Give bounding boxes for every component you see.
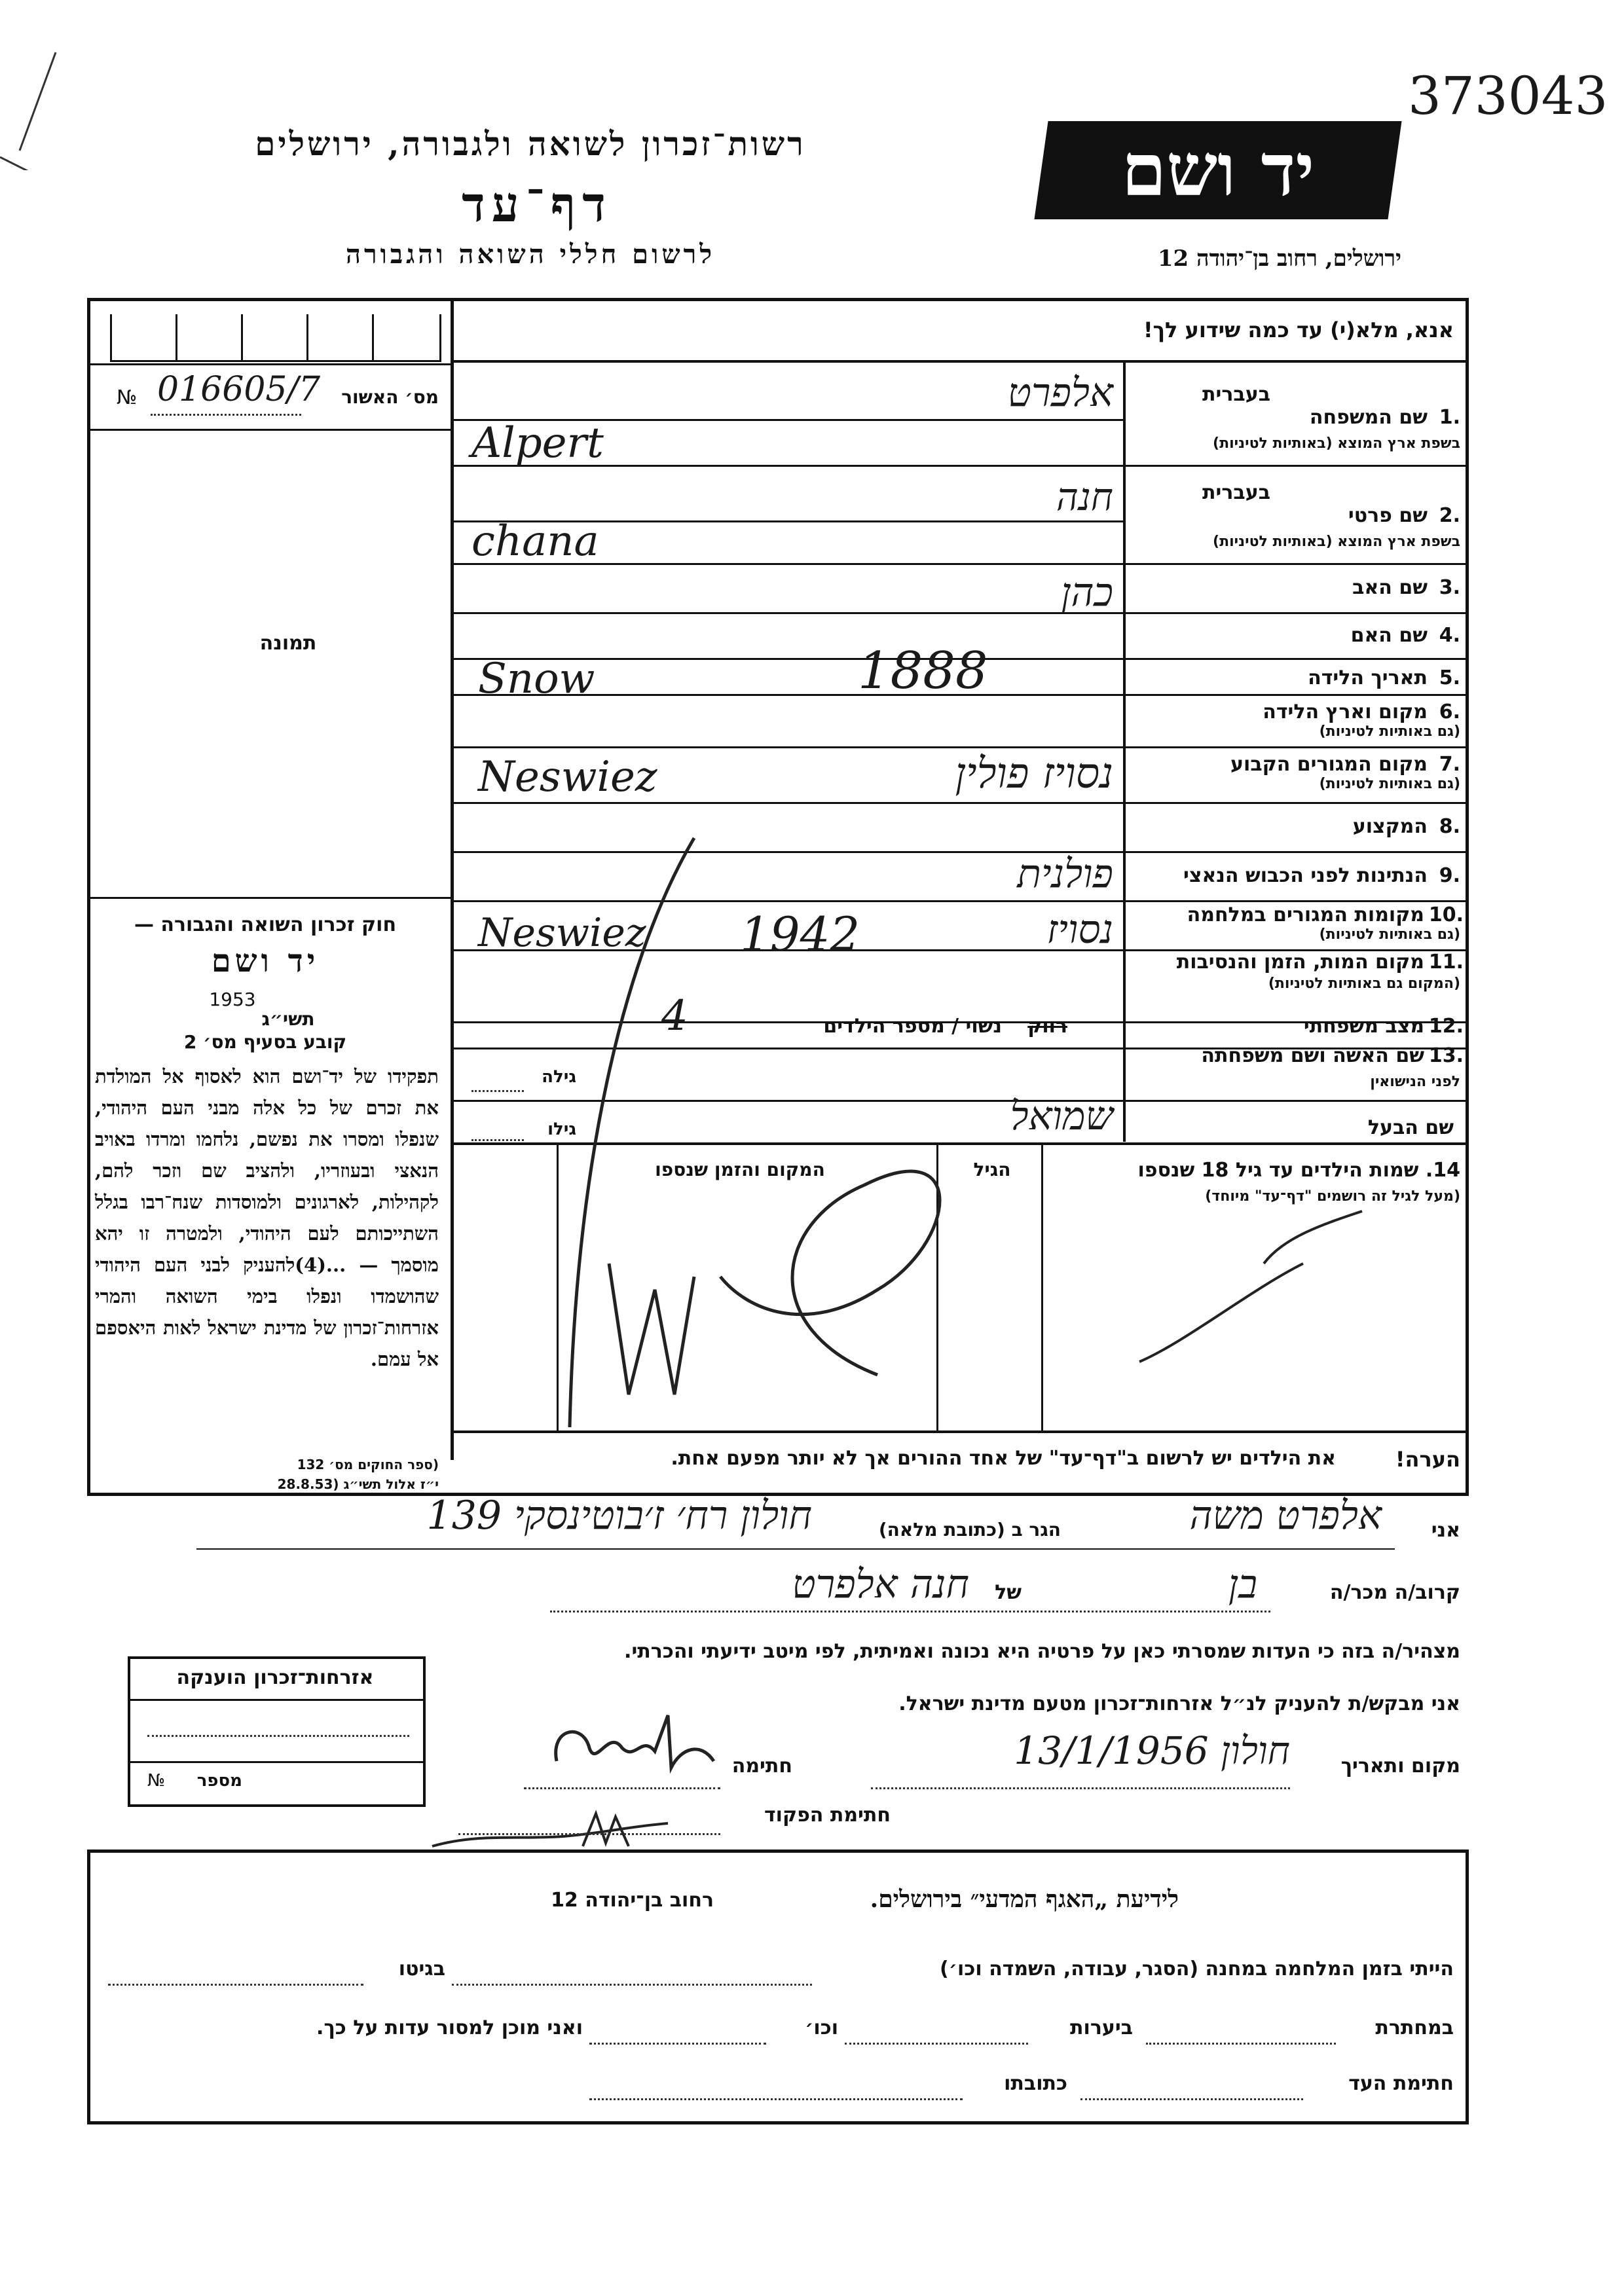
field-2-sub: בשפת ארץ המוצא (באותיות לטיניות) [1213, 534, 1460, 550]
husband-age-label: גילו [547, 1120, 576, 1139]
law-name: יד ושם [211, 943, 320, 979]
field-9-label: הנתינות לפני הכבוש הנאצי [1183, 864, 1428, 887]
form-title: דף־עד [462, 177, 612, 233]
field-11-label: מקום המות, הזמן והנסיבות [1176, 951, 1424, 974]
logo-text: יד ושם [1121, 128, 1315, 212]
field-3-num: 3. [1439, 576, 1460, 599]
field-5-value2: Snow [478, 655, 595, 703]
field-7-label: מקום המגורים הקבוע [1230, 753, 1428, 776]
wife-age-label: גילה [542, 1067, 576, 1087]
field-1-sub: בשפת ארץ המוצא (באותיות לטיניות) [1213, 435, 1460, 452]
note-text: את הילדים יש לרשום ב"דף־עד" של אחד ההורים אך לא יותר מפעם אחת. [671, 1447, 1336, 1470]
i-label: אני [1431, 1519, 1460, 1542]
marital-prefix: רווק [1027, 1015, 1067, 1038]
address: ירושלים, רחוב בן־יהודה 12 [1157, 246, 1401, 272]
official-label: חתימת הפקוד [764, 1804, 891, 1827]
children-count: 4 [661, 992, 688, 1040]
field-6-label: מקום וארץ הלידה [1263, 701, 1428, 723]
underground-label: במחתרת [1375, 2016, 1454, 2039]
field-2-label: שם פרטי [1348, 504, 1428, 527]
field-12-label: מצב משפחתי [1303, 1015, 1424, 1038]
of-label: של [995, 1581, 1022, 1604]
law-heading: חוק זכרון השואה והגבורה — [134, 913, 397, 936]
place-date-label: מקום ותאריך [1340, 1755, 1460, 1777]
relation: בן [1228, 1561, 1257, 1607]
corner-mark [0, 39, 79, 170]
field-10-value-year: 1942 [740, 907, 860, 962]
field-6-num: 6. [1439, 701, 1460, 723]
field-5-num: 5. [1439, 666, 1460, 689]
declarant-address: חולון רח׳ ז׳בוטינסקי 139 [426, 1493, 812, 1539]
field-1-label: שם המשפחה [1309, 406, 1428, 429]
marital-status: נשוי / מספר הילדים [823, 1015, 1002, 1038]
approval-boxes [90, 301, 451, 363]
field-7-sub: (גם באותיות לטיניות) [1319, 776, 1460, 792]
hebrew-label-1: בעברית [1202, 383, 1270, 406]
field-9-num: 9. [1439, 864, 1460, 887]
relative-label: קרוב/ה מכר/ה [1329, 1581, 1460, 1604]
photo-label: תמונה [259, 632, 317, 655]
field-10-value-heb: נסויז [1046, 907, 1113, 953]
hebrew-label-2: בעברית [1202, 481, 1270, 504]
declarant-name: אלפרט משה [1189, 1493, 1382, 1539]
declarant-signature [530, 1689, 727, 1794]
citizenship-title: אזרחות־זכרון הוענקה [176, 1666, 374, 1689]
strike-scribble [498, 818, 1480, 1440]
field-5-value: 1888 [858, 642, 988, 701]
approval-number: 016605/7 [157, 370, 321, 409]
archive-number: 373043 [1408, 65, 1608, 126]
children-col-place: המקום והזמן שנספו [655, 1159, 825, 1180]
law-text: תפקידו של יד־ושם הוא לאסוף אל המולדת את זכרם של כל אלה מבני העם היהודי, שנפלו ומסרו את נפשם, נלחמו ומרדו באויב הנאצי ובעוזריו, ולהציב שם וזכר להם, לקהילות, לארגונים ולמוסדות שנח־רבו בגלל השתייכותם לעם היהודי, ולמטרה זו יהא מוסמך — ...(4)להעניק לבני העם היהודי שהושמדו ונפלו בימי השואה והמרי אזרחות־זכרון של מדינת ישראל לאות היאספם אל עמם. [95, 1065, 439, 1370]
field-5-label: תאריך הלידה [1308, 666, 1428, 689]
children-col-age: הגיל [973, 1159, 1011, 1180]
citizenship-number-label: מספר [196, 1771, 242, 1791]
etc-label: וכו׳ [805, 2016, 838, 2039]
approval-no-sign: № [117, 386, 138, 409]
note-label: הערה! [1395, 1447, 1460, 1472]
authority-title: רשות־זכרון לשואה ולגבורה, ירושלים [255, 124, 806, 163]
field-4-num: 4. [1439, 624, 1460, 647]
husband-value: שמואל [1010, 1093, 1113, 1139]
field-2-num: 2. [1439, 504, 1460, 527]
citizenship-no-sign: № [147, 1771, 166, 1791]
field-13-sub: לפני הנישואין [1370, 1074, 1460, 1090]
field-10-num: 10. [1428, 903, 1464, 926]
form-subtitle: לרשום חללי השואה והגבורה [345, 239, 716, 270]
witness-signature-label: חתימת העד [1348, 2072, 1454, 2095]
camp-label: הייתי בזמן המלחמה במחנה (הסגר, עבודה, השמדה וכו׳) [940, 1958, 1454, 1980]
field-10-label: מקומות המגורים במלחמה [1187, 903, 1424, 926]
field-11-num: 11. [1428, 951, 1464, 974]
law-year-heb: תשי״ג [261, 1008, 315, 1030]
field-13-label: שם האשה ושם משפחתה [1201, 1044, 1424, 1067]
place-date: חולון 13/1/1956 [1014, 1728, 1290, 1773]
field-4-label: שם האם [1350, 624, 1428, 647]
institute-address: רחוב בן־יהודה 12 [551, 1889, 714, 1912]
field-9-value: פולנית [1017, 851, 1113, 897]
signature-label: חתימה [731, 1755, 792, 1777]
field-2-value-lat: chana [471, 517, 599, 566]
field-3-label: שם האב [1352, 576, 1428, 599]
forests-label: ביערות [1070, 2016, 1133, 2039]
testimony-willing: ואני מוכן למסור עדות על כך. [316, 2016, 583, 2039]
children-label: 14. שמות הילדים עד גיל 18 שנספו [1137, 1159, 1460, 1182]
law-clause: קובע בסעיף מס׳ 2 [183, 1031, 347, 1053]
ghetto-label: בגיטו [398, 1958, 445, 1980]
field-2-value-heb: חנה [1056, 475, 1113, 519]
field-10-value-lat: Neswiez [478, 910, 646, 956]
field-3-value: כהן [1061, 570, 1113, 615]
children-sub: (מעל לגיל זה רושמים "דף־עד" מיוחד) [1205, 1188, 1460, 1205]
field-6-sub: (גם באותיות לטיניות) [1319, 723, 1460, 740]
declaration-text: מצהיר/ה בזה כי העדות שמסרתי כאן על פרטיה היא נכונה ואמיתית, לפי מיטב ידיעתי והכרתי. [624, 1640, 1460, 1663]
field-7-value-heb: נסויז פולין [955, 750, 1113, 798]
field-7-value-lat: Neswiez [478, 753, 657, 801]
field-8-label: המקצוע [1352, 815, 1428, 838]
law-year: 1953 [209, 989, 256, 1010]
field-11-sub: (המקום גם באותיות לטיניות) [1268, 975, 1460, 992]
field-12-num: 12. [1428, 1015, 1464, 1038]
field-1-num: 1. [1439, 406, 1460, 429]
witness-address-label: כתובתו [1004, 2072, 1067, 2095]
official-signature [419, 1787, 720, 1859]
intro-text: אנא, מלא(י) עד כמה שידוע לך! [1143, 318, 1454, 342]
approval-label: מס׳ האשור [341, 386, 439, 408]
field-10-sub: (גם באותיות לטיניות) [1319, 926, 1460, 943]
relative-name: חנה אלפרט [792, 1561, 969, 1607]
lives-label: הגר ב (כתובת מלאה) [878, 1519, 1061, 1540]
field-1-value-lat: Alpert [471, 419, 604, 467]
institute-title: לידיעת „האגף המדעי״ בירושלים. [870, 1886, 1179, 1913]
husband-label: שם הבעל [1367, 1116, 1454, 1139]
law-source: (ספר החוקים מס׳ 132 [297, 1457, 439, 1472]
law-source-date: י״ז אלול תשי״ג (28.8.53 [277, 1476, 439, 1492]
field-1-value-heb: אלפרט [1007, 370, 1113, 416]
field-8-num: 8. [1439, 815, 1460, 838]
field-7-num: 7. [1439, 753, 1460, 776]
field-13-num: 13. [1428, 1044, 1464, 1067]
request-text: אני מבקש/ת להעניק לנ״ל אזרחות־זכרון מטעם מדינת ישראל. [898, 1692, 1460, 1715]
